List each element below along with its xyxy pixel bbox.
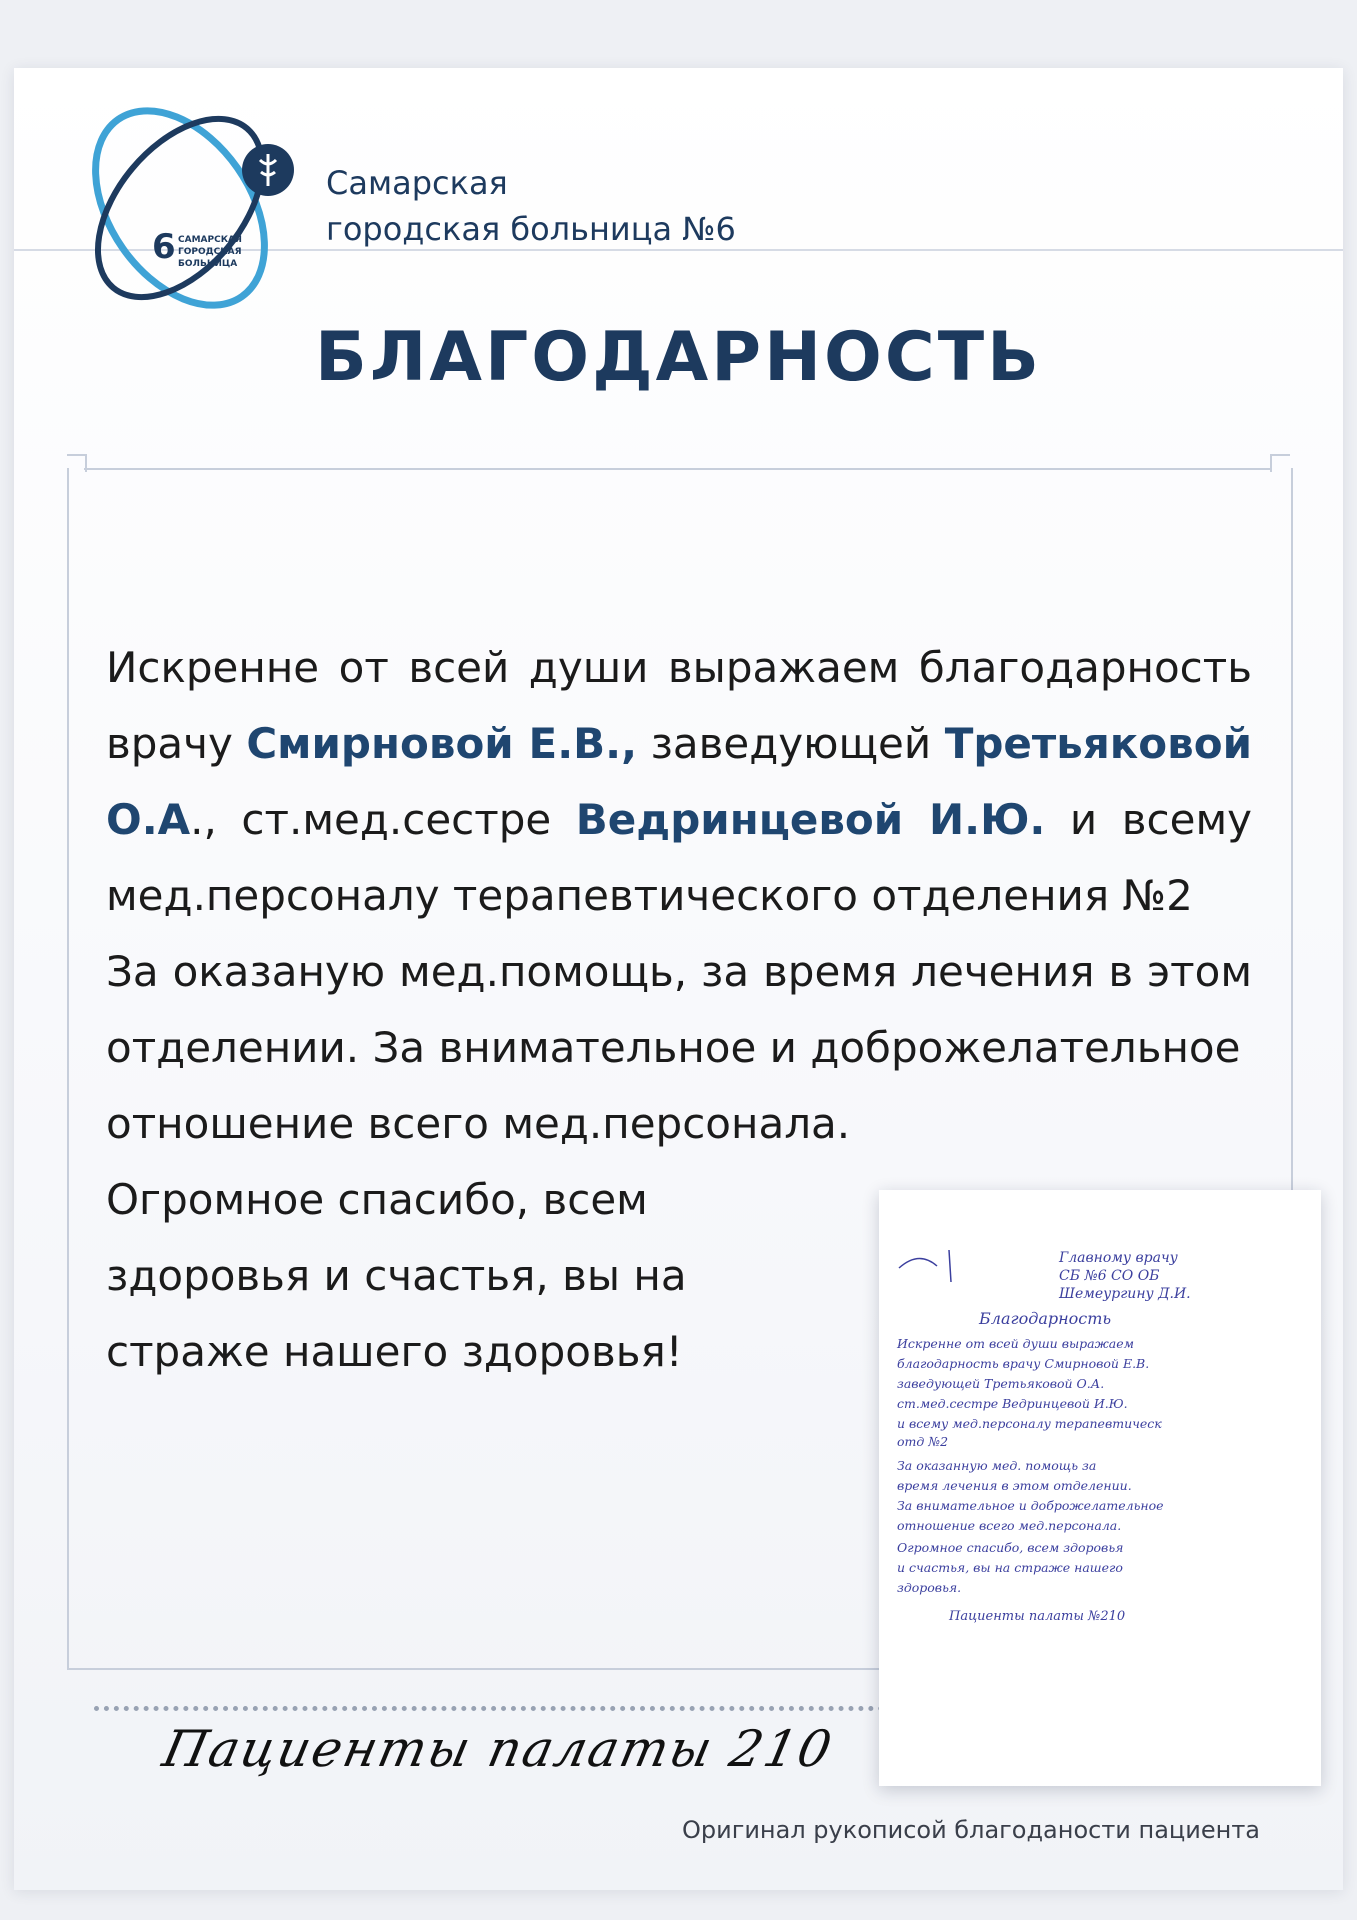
- svg-text:и счастья, вы на страже нашего: и счастья, вы на страже нашего: [897, 1560, 1123, 1575]
- svg-text:БОЛЬНИЦА: БОЛЬНИЦА: [178, 259, 238, 269]
- paragraph-4-line3: страже нашего здоровья!: [106, 1327, 683, 1376]
- handwritten-letter-image: [879, 1190, 1321, 1786]
- svg-text:Пациенты палаты №210: Пациенты палаты №210: [949, 1609, 1126, 1624]
- image-caption: Оригинал рукописой благоданости пациента: [682, 1816, 1261, 1844]
- svg-text:ГОРОДСКАЯ: ГОРОДСКАЯ: [178, 247, 242, 257]
- svg-text:Главному врачу: Главному врачу: [1059, 1250, 1178, 1266]
- paragraph-4-line2: здоровья и счастья, вы на: [106, 1251, 687, 1300]
- document-page: [14, 68, 1343, 1890]
- org-name-line1: Самарская: [326, 164, 508, 202]
- svg-text:благодарность врачу Смирновой: благодарность врачу Смирновой Е.В.: [897, 1356, 1150, 1371]
- svg-text:Шемеургину Д.И.: Шемеургину Д.И.: [1059, 1286, 1191, 1302]
- paragraph-4-line1: Огромное спасибо, всем: [106, 1175, 648, 1224]
- svg-text:заведующей Третьяковой О.А.: заведующей Третьяковой О.А.: [897, 1376, 1105, 1391]
- doctor-name: Смирновой Е.В.,: [246, 719, 638, 768]
- hospital-logo: [60, 88, 330, 318]
- svg-text:Искренне от всей души выражаем: Искренне от всей души выражаем: [897, 1336, 1135, 1351]
- svg-text:отношение всего мед.персонала.: отношение всего мед.персонала.: [897, 1518, 1122, 1533]
- head-name: Третьяковой О.А: [106, 719, 1253, 844]
- nurse-name: Ведринцевой И.Ю.: [575, 795, 1046, 844]
- paragraph-3: отношение всего мед.персонала.: [106, 1099, 851, 1148]
- svg-text:и всему мед.персоналу терапевт: и всему мед.персоналу терапевтическ: [897, 1416, 1162, 1431]
- org-name-line2: городская больница №6: [326, 210, 736, 248]
- paragraph-1: Искренне от всей души выражаем благодарность врачу Смирновой Е.В., заведующей Третьяковой О.А., ст.мед.сестре Ведринцевой И.Ю. и всему мед.персоналу терапевтического отделения №2: [106, 643, 1253, 920]
- svg-text:САМАРСКАЯ: САМАРСКАЯ: [178, 235, 242, 245]
- svg-text:здоровья.: здоровья.: [897, 1580, 962, 1595]
- svg-text:За внимательное и доброжелател: За внимательное и доброжелательное: [897, 1498, 1164, 1513]
- svg-text:время лечения в этом отделении: время лечения в этом отделении.: [897, 1478, 1132, 1493]
- document-title: БЛАГОДАРНОСТЬ: [315, 318, 1042, 397]
- organization-name: [326, 160, 736, 252]
- logo-number: 6: [152, 227, 176, 267]
- paragraph-2: За оказаную мед.помощь, за время лечения в этом отделении. За внимательное и доброжелательное: [106, 947, 1252, 1072]
- signature: Пациенты палаты 210: [157, 1720, 839, 1778]
- svg-text:За оказанную мед. помощь за: За оказанную мед. помощь за: [897, 1458, 1097, 1473]
- svg-text:отд №2: отд №2: [897, 1434, 949, 1449]
- svg-text:ст.мед.сестре Ведринцевой И.Ю.: ст.мед.сестре Ведринцевой И.Ю.: [897, 1396, 1128, 1411]
- svg-text:СБ №6 СО ОБ: СБ №6 СО ОБ: [1059, 1268, 1160, 1284]
- svg-text:Благодарность: Благодарность: [979, 1309, 1112, 1328]
- signature-dotted-line: [94, 1706, 894, 1711]
- svg-text:Огромное спасибо, всем здоровь: Огромное спасибо, всем здоровья: [897, 1540, 1124, 1555]
